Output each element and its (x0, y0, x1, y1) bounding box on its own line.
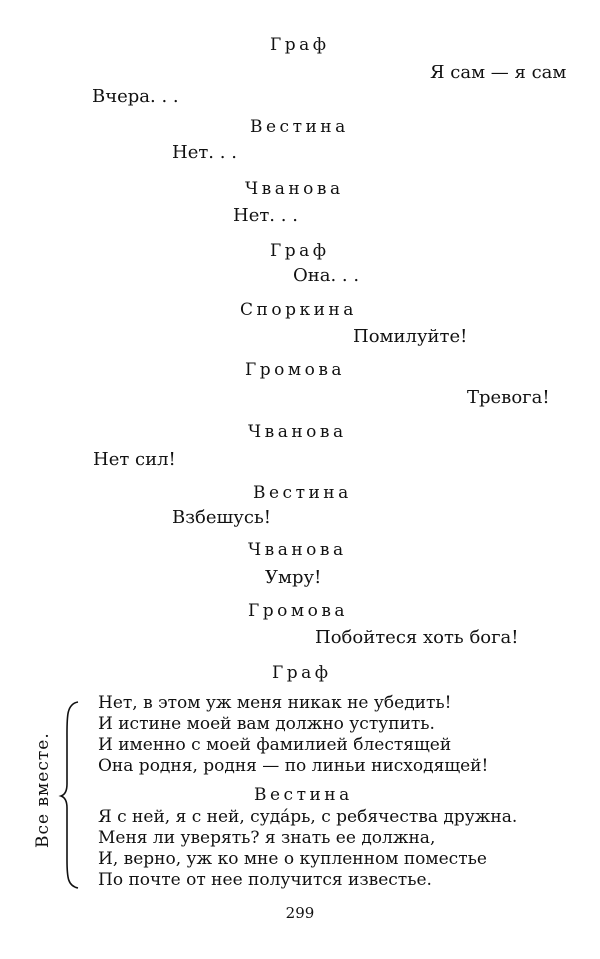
verse-line: И истине моей вам должно уступить. (98, 714, 435, 734)
verse-line: Нет, в этом уж меня никак не убедить! (98, 693, 452, 713)
verse-line: Я с ней, я с ней, суда́рь, с ребячества дружна. (98, 807, 518, 827)
speaker-name: Чванова (245, 179, 344, 199)
verse-line: Она родня, родня — по линьи нисходящей! (98, 756, 489, 776)
speaker-name: Чванова (248, 540, 347, 560)
dialogue-line: Нет. . . (233, 205, 298, 226)
speaker-name: Громова (245, 360, 346, 380)
curly-brace-icon (58, 700, 82, 890)
dialogue-line: Умру! (265, 567, 322, 588)
verse-line: По почте от нее получится известье. (98, 870, 432, 890)
speaker-name: Вестина (253, 483, 352, 503)
speaker-name: Споркина (240, 300, 357, 320)
dialogue-line: Нет. . . (172, 142, 237, 163)
ensemble-speaker-vestina: Вестина (254, 785, 353, 805)
ensemble-speaker-graf: Граф (272, 663, 332, 683)
verse-line: Меня ли уверять? я знать ее должна, (98, 828, 436, 848)
page-number: 299 (285, 904, 315, 922)
dialogue-line: Я сам — я сам (430, 62, 567, 83)
speaker-name: Вестина (250, 117, 349, 137)
speaker-name: Громова (248, 601, 349, 621)
ensemble-side-label: Все вместе. (33, 732, 53, 848)
dialogue-line: Побойтеся хоть бога! (315, 627, 519, 648)
verse-line: И, верно, уж ко мне о купленном поместье (98, 849, 487, 869)
dialogue-line: Нет сил! (93, 449, 176, 470)
speaker-name: Граф (270, 35, 330, 55)
dialogue-line: Вчера. . . (92, 86, 179, 107)
speaker-name: Граф (270, 241, 330, 261)
dialogue-line: Взбешусь! (172, 507, 271, 528)
verse-line: И именно с моей фамилией блестящей (98, 735, 452, 755)
speaker-name: Чванова (248, 422, 347, 442)
dialogue-line: Тревога! (467, 387, 550, 408)
dialogue-line: Она. . . (293, 265, 360, 286)
dialogue-line: Помилуйте! (353, 326, 468, 347)
